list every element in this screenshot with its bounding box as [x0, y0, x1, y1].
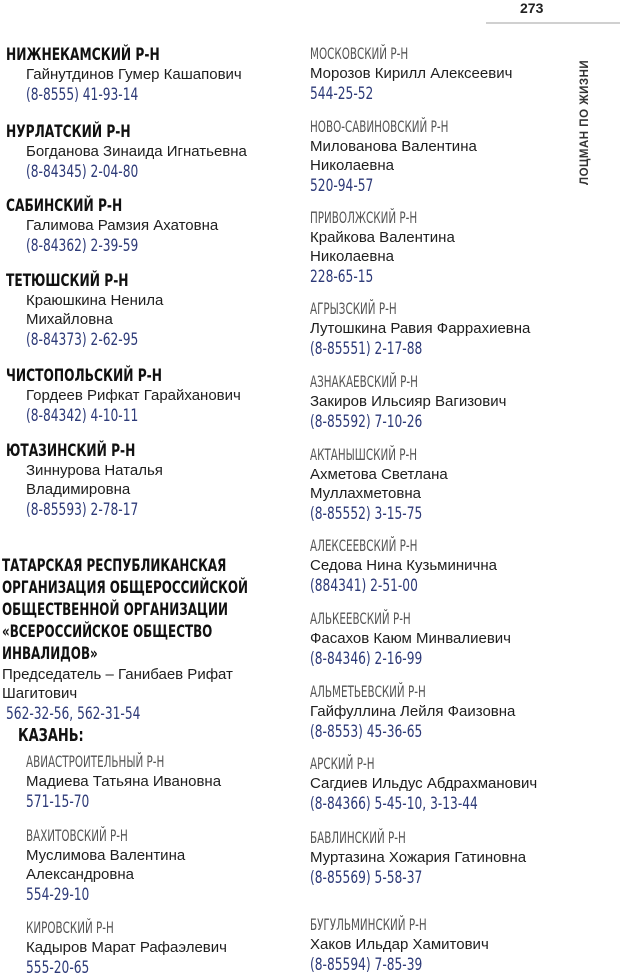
organization-heading-line: ТАТАРСКАЯ РЕСПУБЛИКАНСКАЯ	[2, 556, 227, 576]
district-entry	[6, 271, 166, 351]
district-name: ЧИСТОПОЛЬСКИЙ Р-Н	[6, 366, 162, 386]
district-entry	[310, 915, 489, 976]
contact-person: Николаевна	[310, 157, 394, 174]
district-name: БУГУЛЬМИНСКИЙ Р-Н	[310, 915, 427, 934]
contact-person: Милованова Валентина	[310, 138, 477, 155]
phone-number: (8-8555) 41-93-14	[26, 85, 139, 105]
phone-number: (8-84346) 2-16-99	[310, 649, 423, 669]
contact-person: Краюшкина Ненила	[26, 292, 164, 309]
contact-person: Муртазина Хожария Гатиновна	[310, 849, 527, 866]
contact-person: Муллахметовна	[310, 485, 421, 502]
district-name: АВИАСТРОИТЕЛЬНЫЙ Р-Н	[26, 752, 165, 771]
district-entry	[6, 196, 218, 257]
district-name: ЮТАЗИНСКИЙ Р-Н	[6, 441, 136, 461]
district-entry	[310, 754, 537, 815]
phone-number: (8-84373) 2-62-95	[26, 330, 139, 350]
district-name: БАВЛИНСКИЙ Р-Н	[310, 828, 406, 847]
district-entry	[310, 299, 530, 360]
district-name: КИРОВСКИЙ Р-Н	[26, 918, 114, 937]
district-entry	[6, 122, 247, 183]
district-entry	[310, 372, 506, 433]
contact-person: Муслимова Валентина	[26, 847, 186, 864]
organization-chair: Председатель – Ганибаев Рифат	[2, 666, 233, 683]
phone-number: (8-85592) 7-10-26	[310, 412, 423, 432]
district-name: АЛЬМЕТЬЕВСКИЙ Р-Н	[310, 682, 426, 701]
contact-person: Гайфуллина Лейля Фаизовна	[310, 703, 516, 720]
district-name: ВАХИТОВСКИЙ Р-Н	[26, 826, 128, 845]
contact-person: Закиров Ильсияр Вагизович	[310, 393, 507, 410]
district-entry	[26, 752, 221, 813]
district-entry	[310, 536, 497, 597]
phone-number: 554-29-10	[26, 885, 90, 905]
district-entry	[310, 117, 502, 197]
contact-person: Крайкова Валентина	[310, 229, 455, 246]
organization-heading-line: ИНВАЛИДОВ»	[2, 644, 98, 664]
district-entry	[6, 441, 168, 521]
organization-phone: 562-32-56, 562-31-54	[6, 704, 141, 724]
contact-person: Богданова Зинаида Игнатьевна	[26, 143, 247, 160]
district-entry	[26, 826, 185, 906]
contact-person: Гордеев Рифкат Гарайханович	[26, 387, 241, 404]
contact-person: Александровна	[26, 866, 134, 883]
city-heading: КАЗАНЬ:	[18, 725, 84, 746]
organization-chair: Шагитович	[2, 685, 78, 702]
contact-person: Кадыров Марат Рафаэлевич	[26, 939, 227, 956]
phone-number: (8-85552) 3-15-75	[310, 504, 423, 524]
contact-person: Фасахов Каюм Минвалиевич	[310, 630, 511, 647]
district-entry	[26, 918, 227, 979]
district-name: МОСКОВСКИЙ Р-Н	[310, 44, 409, 63]
district-entry	[6, 366, 241, 427]
phone-number: (8-85593) 2-78-17	[26, 500, 139, 520]
district-name: НУРЛАТСКИЙ Р-Н	[6, 122, 131, 142]
contact-person: Николаевна	[310, 248, 394, 265]
phone-number: (8-85551) 2-17-88	[310, 339, 423, 359]
district-name: АРСКИЙ Р-Н	[310, 754, 375, 773]
header-rule	[486, 22, 620, 24]
organization-block	[2, 555, 317, 747]
district-name: АЛЕКСЕЕВСКИЙ Р-Н	[310, 536, 418, 555]
contact-person: Гайнутдинов Гумер Кашапович	[26, 66, 242, 83]
phone-number: 228-65-15	[310, 267, 374, 287]
district-name: ТЕТЮШСКИЙ Р-Н	[6, 271, 129, 291]
phone-number: (8-8553) 45-36-65	[310, 722, 423, 742]
phone-number: 571-15-70	[26, 792, 90, 812]
phone-number: (8-84362) 2-39-59	[26, 236, 139, 256]
district-name: НИЖНЕКАМСКИЙ Р-Н	[6, 45, 160, 65]
contact-person: Михайловна	[26, 311, 113, 328]
district-name: НОВО-САВИНОВСКИЙ Р-Н	[310, 117, 449, 136]
contact-person: Лутошкина Равия Фаррахиевна	[310, 320, 531, 337]
phone-number: 520-94-57	[310, 176, 374, 196]
district-entry	[310, 208, 459, 288]
phone-number: 544-25-52	[310, 84, 374, 104]
phone-number: (8-85569) 5-58-37	[310, 868, 423, 888]
organization-heading-line: «ВСЕРОССИЙСКОЕ ОБЩЕСТВО	[2, 622, 213, 642]
phone-number: (8-85594) 7-85-39	[310, 955, 423, 975]
side-running-title: ЛОЦМАН ПО ЖИЗНИ	[579, 59, 591, 185]
phone-number: (8-84345) 2-04-80	[26, 162, 139, 182]
contact-person: Хаков Ильдар Хамитович	[310, 936, 489, 953]
district-name: АЗНАКАЕВСКИЙ Р-Н	[310, 372, 418, 391]
district-name: АКТАНЫШСКИЙ Р-Н	[310, 445, 418, 464]
district-name: ПРИВОЛЖСКИЙ Р-Н	[310, 208, 418, 227]
phone-number: (8-84366) 5-45-10, 3-13-44	[310, 794, 478, 814]
district-entry	[310, 682, 515, 743]
district-name: САБИНСКИЙ Р-Н	[6, 196, 123, 216]
page-number: 273	[520, 0, 544, 16]
contact-person: Зиннурова Наталья	[26, 462, 163, 479]
district-entry	[310, 828, 526, 889]
contact-person: Галимова Рамзия Ахатовна	[26, 217, 219, 234]
contact-person: Владимировна	[26, 481, 131, 498]
phone-number: (8-84342) 4-10-11	[26, 406, 139, 426]
district-name: АЛЬКЕЕВСКИЙ Р-Н	[310, 609, 411, 628]
contact-person: Седова Нина Кузьминична	[310, 557, 497, 574]
phone-number: (884341) 2-51-00	[310, 576, 418, 596]
organization-heading-line: ОРГАНИЗАЦИЯ ОБЩЕРОССИЙСКОЙ	[2, 578, 248, 598]
district-name: АГРЫЗСКИЙ Р-Н	[310, 299, 397, 318]
district-entry	[6, 45, 242, 106]
district-entry	[310, 445, 459, 525]
district-entry	[310, 609, 511, 670]
contact-person: Морозов Кирилл Алексеевич	[310, 65, 513, 82]
contact-person: Мадиева Татьяна Ивановна	[26, 773, 222, 790]
organization-heading-line: ОБЩЕСТВЕННОЙ ОРГАНИЗАЦИИ	[2, 600, 229, 620]
contact-person: Сагдиев Ильдус Абдрахманович	[310, 775, 538, 792]
contact-person: Ахметова Светлана	[310, 466, 448, 483]
district-entry	[310, 44, 512, 105]
phone-number: 555-20-65	[26, 958, 90, 978]
